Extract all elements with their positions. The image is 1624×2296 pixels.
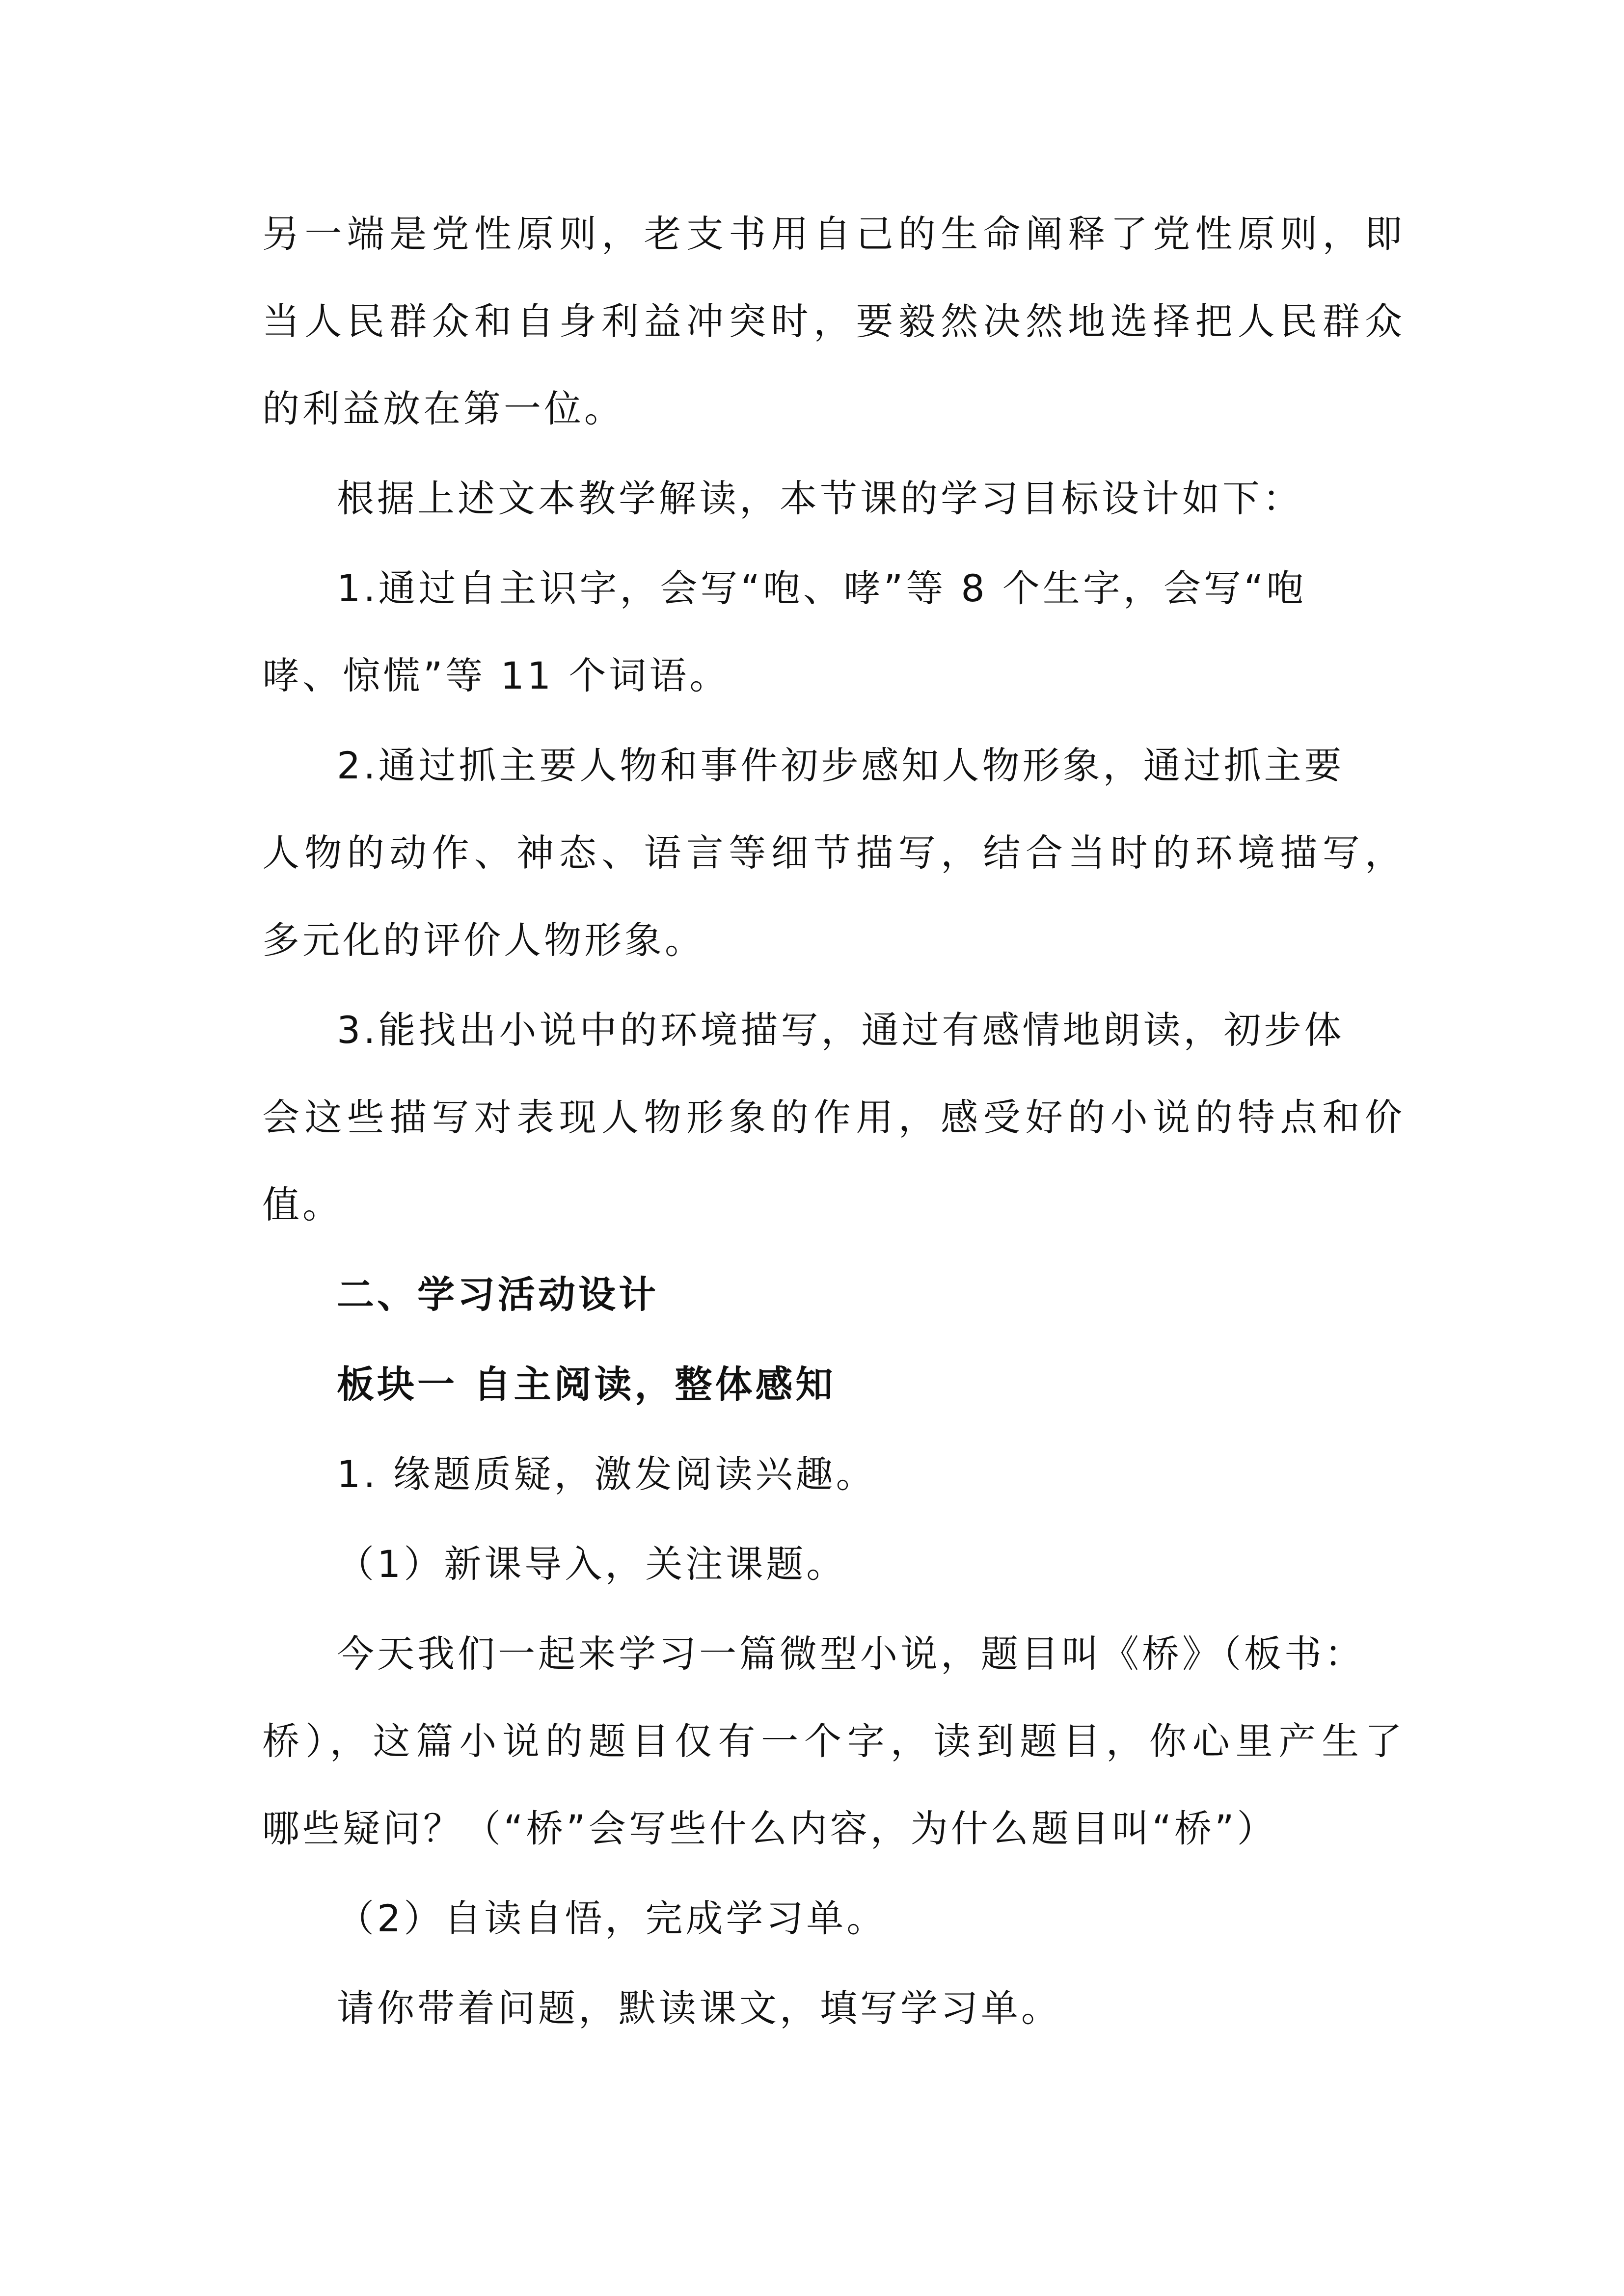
text-line: 今天我们一起来学习一篇微型小说，题目叫《桥》（板书： (337, 1632, 1365, 1676)
document-body (262, 212, 1405, 2030)
text-line: 当人民群众和自身利益冲突时，要毅然决然地选择把人民群众 (262, 299, 1405, 343)
text-line: 值。 (262, 1183, 343, 1227)
text-line: 多元化的评价人物形象。 (262, 918, 705, 962)
text-line: 会这些描写对表现人物形象的作用，感受好的小说的特点和价 (262, 1095, 1405, 1139)
text-line: 哮、惊慌”等 11 个词语。 (262, 654, 730, 697)
text-line: 请你带着问题，默读课文，填写学习单。 (337, 1986, 1061, 2030)
text-line: 桥），这篇小说的题目仅有一个字，读到题目，你心里产生了 (262, 1719, 1405, 1763)
objective-3-line: 3.能找出小说中的环境描写，通过有感情地朗读，初步体 (337, 1008, 1345, 1052)
paragraph-start: 根据上述文本教学解读，本节课的学习目标设计如下： (337, 477, 1303, 520)
step-heading: 1. 缘题质疑，激发阅读兴趣。 (337, 1452, 876, 1496)
section-heading: 二、学习活动设计 (337, 1273, 659, 1316)
objective-1-line: 1.通过自主识字，会写“咆、哮”等 8 个生字，会写“咆 (337, 566, 1307, 610)
substep-heading: （1）新课导入，关注课题。 (337, 1542, 847, 1586)
text-line: 人物的动作、神态、语言等细节描写，结合当时的环境描写， (262, 831, 1405, 875)
subsection-heading: 板块一 自主阅读，整体感知 (337, 1362, 836, 1406)
text-line: 另一端是党性原则，老支书用自己的生命阐释了党性原则，即 (262, 212, 1405, 256)
substep-heading: （2）自读自悟，完成学习单。 (337, 1896, 887, 1940)
text-line: 的利益放在第一位。 (262, 387, 624, 430)
text-line: 哪些疑问？（“桥”会写些什么内容，为什么题目叫“桥”） (262, 1807, 1277, 1850)
objective-2-line: 2.通过抓主要人物和事件初步感知人物形象，通过抓主要 (337, 744, 1345, 787)
